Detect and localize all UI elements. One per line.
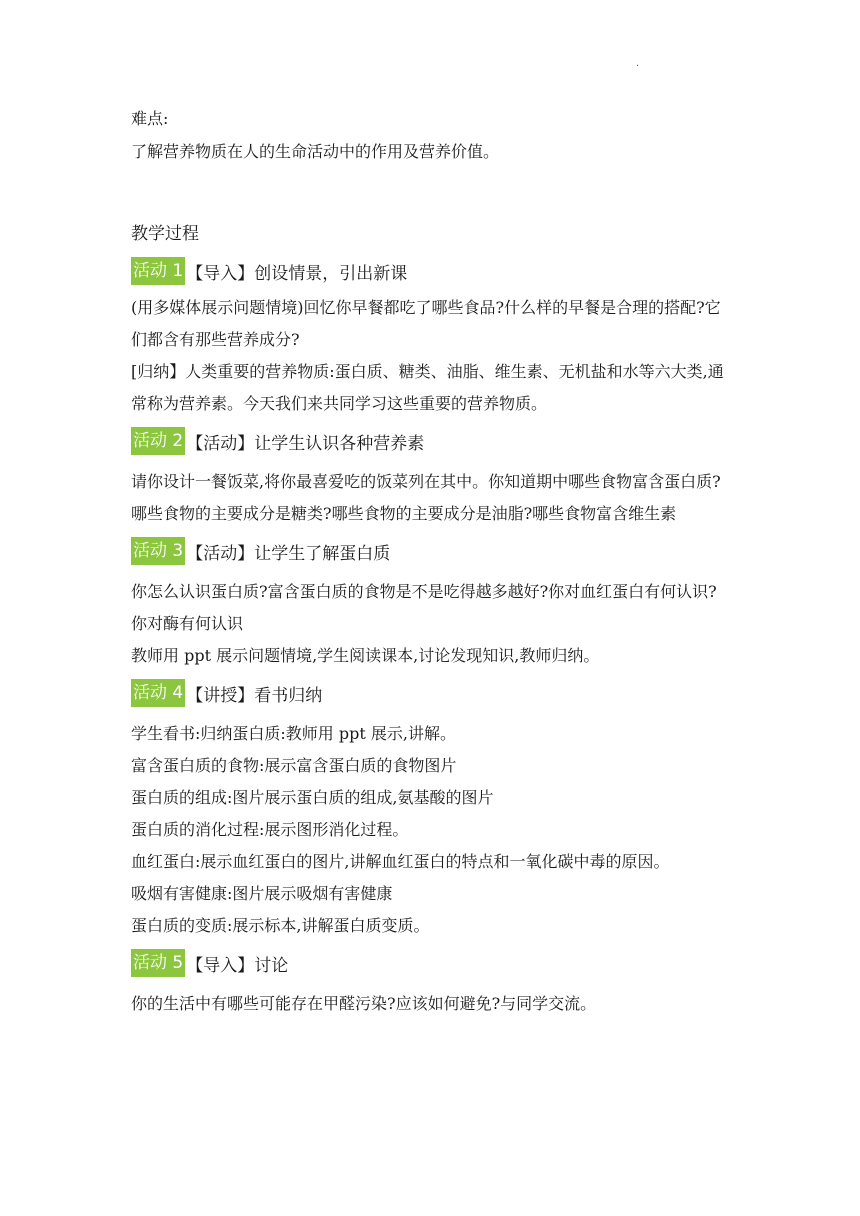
activity-heading-3 (131, 536, 731, 566)
paragraph: 蛋白质的变质:展示标本,讲解蛋白质变质。 (131, 916, 430, 935)
paragraph: 吸烟有害健康:图片展示吸烟有害健康 (131, 884, 393, 903)
document-body (131, 102, 731, 1020)
section-title: 教学过程 (131, 224, 199, 244)
activity-title: 【讲授】看书归纳 (186, 685, 323, 706)
paragraph: 蛋白质的组成:图片展示蛋白质的组成,氨基酸的图片 (131, 788, 494, 807)
difficulty-text: 了解营养物质在人的生命活动中的作用及营养价值。 (131, 142, 500, 161)
activity-tag: 活动 3 (131, 537, 185, 565)
difficulty-label: 难点: (131, 109, 169, 128)
activity-title: 【导入】创设情景，引出新课 (186, 263, 408, 284)
paragraph: [归纳】人类重要的营养物质:蛋白质、糖类、油脂、维生素、无机盐和水等六大类,通常称为营养素。今天我们来共同学习这些重要的营养物质。 (131, 362, 724, 413)
paragraph: (用多媒体展示问题情境)回忆你早餐都吃了哪些食品?什么样的早餐是合理的搭配?它们都含有那些营养成分? (131, 298, 721, 349)
activity-heading-2 (131, 426, 731, 456)
paragraph: 血红蛋白:展示血红蛋白的图片,讲解血红蛋白的特点和一氧化碳中毒的原因。 (131, 852, 670, 871)
paragraph: 蛋白质的消化过程:展示图形消化过程。 (131, 820, 409, 839)
header-mark: . (636, 58, 640, 69)
activity-tag: 活动 2 (131, 427, 185, 455)
activity-tag: 活动 1 (131, 257, 185, 285)
activity-title: 【导入】讨论 (186, 955, 289, 976)
paragraph: 你的生活中有哪些可能存在甲醛污染?应该如何避免?与同学交流。 (131, 994, 597, 1013)
activity-heading-4 (131, 678, 731, 708)
activity-heading-1 (131, 256, 731, 286)
paragraph: 富含蛋白质的食物:展示富含蛋白质的食物图片 (131, 756, 457, 775)
paragraph: 请你设计一餐饭菜,将你最喜爱吃的饭菜列在其中。你知道期中哪些食物富含蛋白质?哪些食物的主要成分是糖类?哪些食物的主要成分是油脂?哪些食物富含维生素 (131, 472, 721, 523)
activity-title: 【活动】让学生认识各种营养素 (186, 433, 425, 454)
activity-tag: 活动 4 (131, 679, 185, 707)
paragraph: 学生看书:归纳蛋白质:教师用 ppt 展示,讲解。 (131, 724, 456, 743)
paragraph: 你怎么认识蛋白质?富含蛋白质的食物是不是吃得越多越好?你对血红蛋白有何认识?你对酶有何认识 (131, 582, 717, 633)
activity-title: 【活动】让学生了解蛋白质 (186, 543, 391, 564)
activity-heading-5 (131, 948, 731, 978)
paragraph: 教师用 ppt 展示问题情境,学生阅读课本,讨论发现知识,教师归纳。 (131, 646, 600, 665)
activity-tag: 活动 5 (131, 949, 185, 977)
